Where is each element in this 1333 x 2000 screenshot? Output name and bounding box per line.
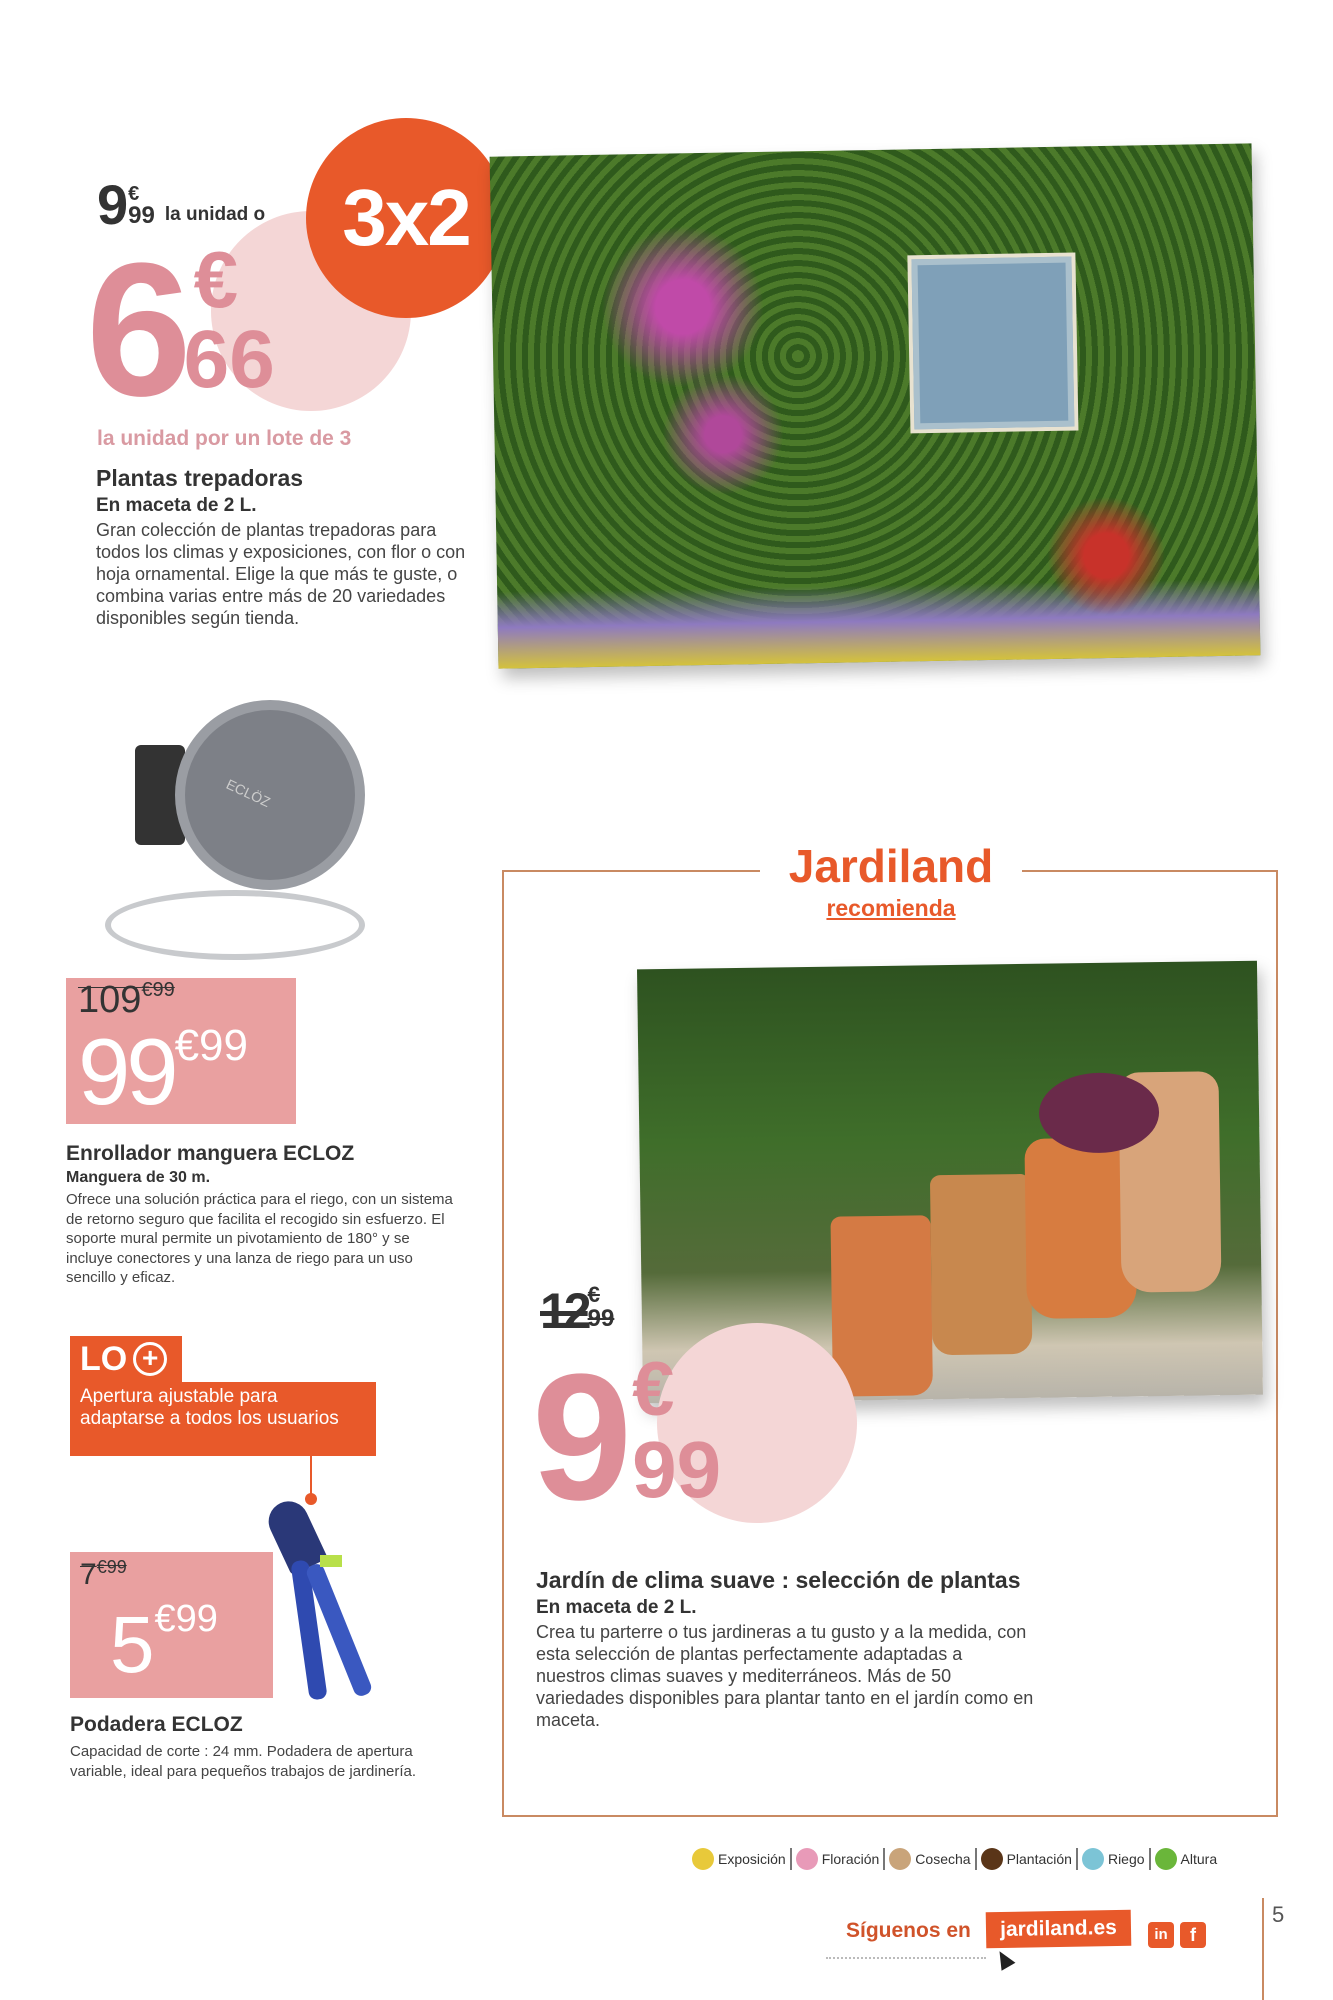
old-price: 109€99 <box>78 979 175 1021</box>
recommend-tagline: recomienda <box>826 895 956 921</box>
recommend-header <box>760 838 1022 922</box>
legend-riego: Riego <box>1082 1848 1145 1870</box>
facebook-icon[interactable]: f <box>1180 1922 1206 1948</box>
unit-price: 9 € 99 la unidad o <box>97 173 266 236</box>
product-subtitle: Manguera de 30 m. <box>66 1169 211 1186</box>
old-price: 12 € 99 <box>540 1282 615 1339</box>
product-title: Jardín de clima suave : selección de plantas <box>536 1567 1021 1593</box>
page-number: 5 <box>1272 1902 1285 1927</box>
legend-plantacion: Plantación <box>981 1848 1072 1870</box>
old-price: 7€99 <box>80 1557 127 1591</box>
product-description: Crea tu parterre o tus jardineras a tu gusto y a la medida, con esta selección de plantas perfectamente adaptadas a nuestros climas suaves y mediterráneos. Más de 50 variedades disponibles para plantar tanto en el jardín como en maceta. <box>536 1622 1034 1730</box>
current-price: 9 € 99 <box>532 1337 722 1538</box>
lot-price: 6 € 66 <box>86 224 275 436</box>
product-title: Podadera ECLOZ <box>70 1713 243 1736</box>
height-arrow-icon <box>1155 1848 1177 1870</box>
flower-icon <box>796 1848 818 1870</box>
lo-mas-tab: LO + <box>70 1336 182 1382</box>
lo-mas-box: Apertura ajustable para adaptarse a todos los usuarios <box>70 1382 376 1456</box>
window-icon <box>911 257 1074 430</box>
lot-label: la unidad por un lote de 3 <box>97 427 352 450</box>
harvest-icon <box>889 1848 911 1870</box>
legend-floracion: Floración <box>796 1848 880 1870</box>
product-description: Gran colección de plantas trepadoras para todos los climas y exposiciones, con flor o con hoja ornamental. Elige la que más te guste, o combina varias entre más de 20 variedades disponibles según tienda. <box>96 520 466 628</box>
product-description: Ofrece una solución práctica para el riego, con un sistema de retorno seguro que facilita el recogido sin esfuerzo. El soporte mural permite un pivotamiento de 180° y se incluye conectores y una lanza de riego para un uso sencillo y eficaz. <box>66 1191 453 1286</box>
connector-line <box>310 1456 312 1496</box>
trowel-icon <box>981 1848 1003 1870</box>
jardiland-logo: Jardiland <box>788 840 994 892</box>
hose-price-box <box>66 978 296 1124</box>
pruner-price-box <box>70 1552 273 1698</box>
current-price: 99€99 <box>78 1019 248 1124</box>
icon-legend <box>692 1848 1217 1870</box>
product-title: Plantas trepadoras <box>96 465 304 491</box>
cursor-icon <box>993 1947 1016 1971</box>
product-description: Capacidad de corte : 24 mm. Podadera de apertura variable, ideal para pequeños trabajos de jardinería. <box>70 1743 417 1780</box>
climbing-plants-photo <box>490 143 1261 668</box>
legend-cosecha: Cosecha <box>889 1848 970 1870</box>
website-link[interactable]: jardiland.es <box>986 1910 1132 1949</box>
page-divider <box>1262 1898 1264 2000</box>
pruner-image <box>270 1500 380 1700</box>
product-subtitle: En maceta de 2 L. <box>96 495 257 516</box>
legend-exposicion: Exposición <box>692 1848 786 1870</box>
current-price: 5€99 <box>110 1598 218 1689</box>
product-title: Enrollador manguera ECLOZ <box>66 1142 355 1165</box>
hose-reel-image: ECLÖZ <box>105 690 415 975</box>
sun-icon <box>692 1848 714 1870</box>
plus-circle-icon: + <box>133 1342 167 1376</box>
linkedin-icon[interactable]: in <box>1148 1922 1174 1948</box>
3x2-badge <box>306 118 506 318</box>
legend-altura: Altura <box>1155 1848 1218 1870</box>
follow-label: Síguenos en <box>846 1919 971 1942</box>
dotted-underline <box>826 1957 986 1959</box>
product-subtitle: En maceta de 2 L. <box>536 1597 697 1618</box>
badge-text: 3x2 <box>342 173 470 262</box>
water-drop-icon <box>1082 1848 1104 1870</box>
